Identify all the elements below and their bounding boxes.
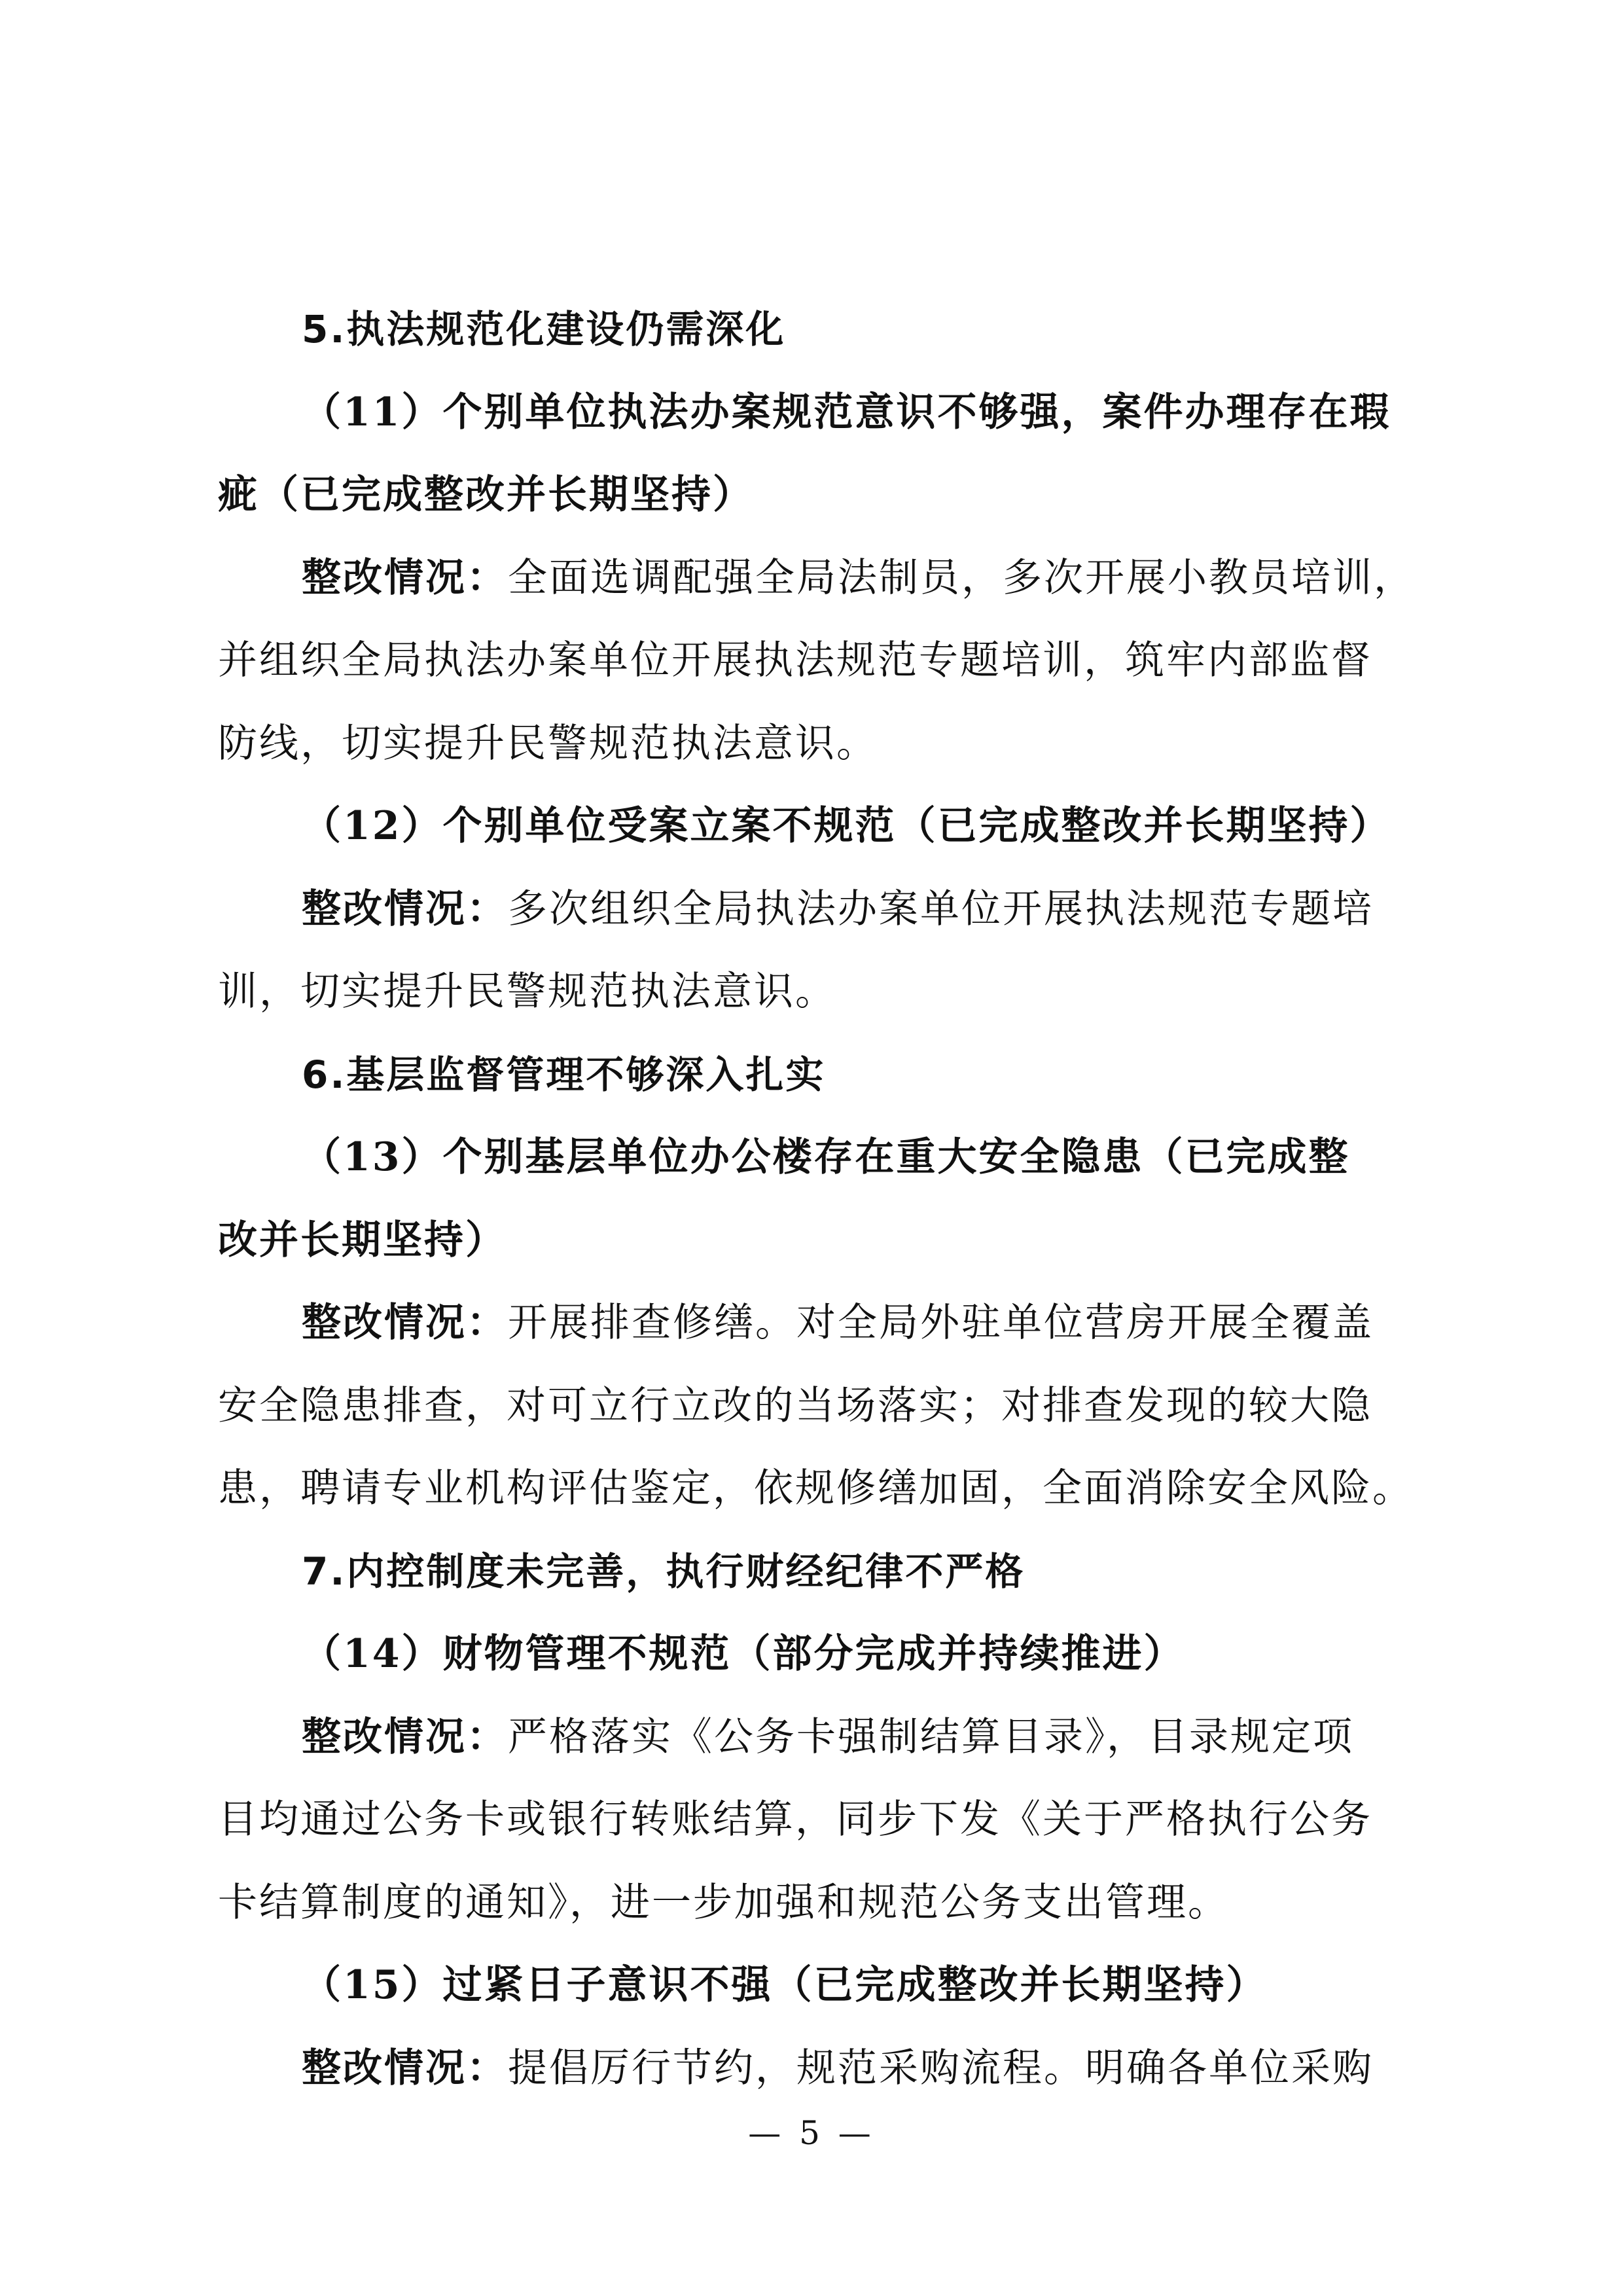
paragraph-line: 目均通过公务卡或银行转账结算，同步下发《关于严格执行公务 (218, 1797, 1372, 1842)
item-heading-11-cont: 疵（已完成整改并长期坚持） (218, 472, 754, 518)
section-heading-5: 5.执法规范化建设仍需深化 (302, 307, 786, 351)
rectification-paragraph-14 (218, 1696, 1409, 1779)
rectification-label: 整改情况： (302, 1713, 508, 1760)
rectification-label: 整改情况： (302, 554, 508, 601)
paragraph-line: 安全隐患排查，对可立行立改的当场落实；对排查发现的较大隐 (218, 1382, 1372, 1429)
item-heading-11: （11）个别单位执法办案规范意识不够强，案件办理存在瑕 (302, 389, 1391, 435)
page-number: — 5 — (748, 2114, 875, 2152)
rectification-paragraph-13 (218, 1282, 1409, 1365)
rectification-paragraph-12 (218, 868, 1409, 951)
paragraph-text: 多次组织全局执法办案单位开展执法规范专题培 (508, 886, 1374, 932)
document-body (218, 288, 1415, 2109)
paragraph-line: 训，切实提升民警规范执法意识。 (218, 969, 836, 1014)
paragraph-line: 防线，切实提升民警规范执法意识。 (218, 720, 878, 766)
rectification-label: 整改情况： (302, 886, 508, 932)
paragraph-text: 全面选调配强全局法制员，多次开展小教员培训， (508, 554, 1415, 601)
rectification-paragraph-15 (218, 2027, 1409, 2110)
item-heading-13-cont: 改并长期坚持） (218, 1217, 507, 1263)
rectification-label: 整改情况： (302, 2045, 508, 2091)
section-heading-7: 7.内控制度未完善，执行财经纪律不严格 (302, 1549, 1026, 1594)
item-heading-13: （13）个别基层单位办公楼存在重大安全隐患（已完成整 (302, 1134, 1350, 1180)
paragraph-text: 提倡厉行节约，规范采购流程。明确各单位采购 (508, 2045, 1374, 2091)
paragraph-text: 开展排查修缮。对全局外驻单位营房开展全覆盖 (508, 1300, 1374, 1346)
item-heading-12: （12）个别单位受案立案不规范（已完成整改并长期坚持） (302, 803, 1391, 849)
rectification-label: 整改情况： (302, 1300, 508, 1346)
section-heading-6: 6.基层监督管理不够深入扎实 (302, 1052, 826, 1097)
paragraph-text: 严格落实《公务卡强制结算目录》，目录规定项 (508, 1713, 1354, 1760)
paragraph-line: 卡结算制度的通知》，进一步加强和规范公务支出管理。 (218, 1879, 1229, 1926)
paragraph-line: 患，聘请专业机构评估鉴定，依规修缮加固，全面消除安全风险。 (218, 1465, 1414, 1511)
paragraph-line: 并组织全局执法办案单位开展执法规范专题培训，筑牢内部监督 (218, 637, 1372, 683)
rectification-paragraph-11 (218, 537, 1415, 620)
item-heading-15: （15）过紧日子意识不强（已完成整改并长期坚持） (302, 1962, 1268, 2008)
item-heading-14: （14）财物管理不规范（部分完成并持续推进） (302, 1631, 1185, 1677)
